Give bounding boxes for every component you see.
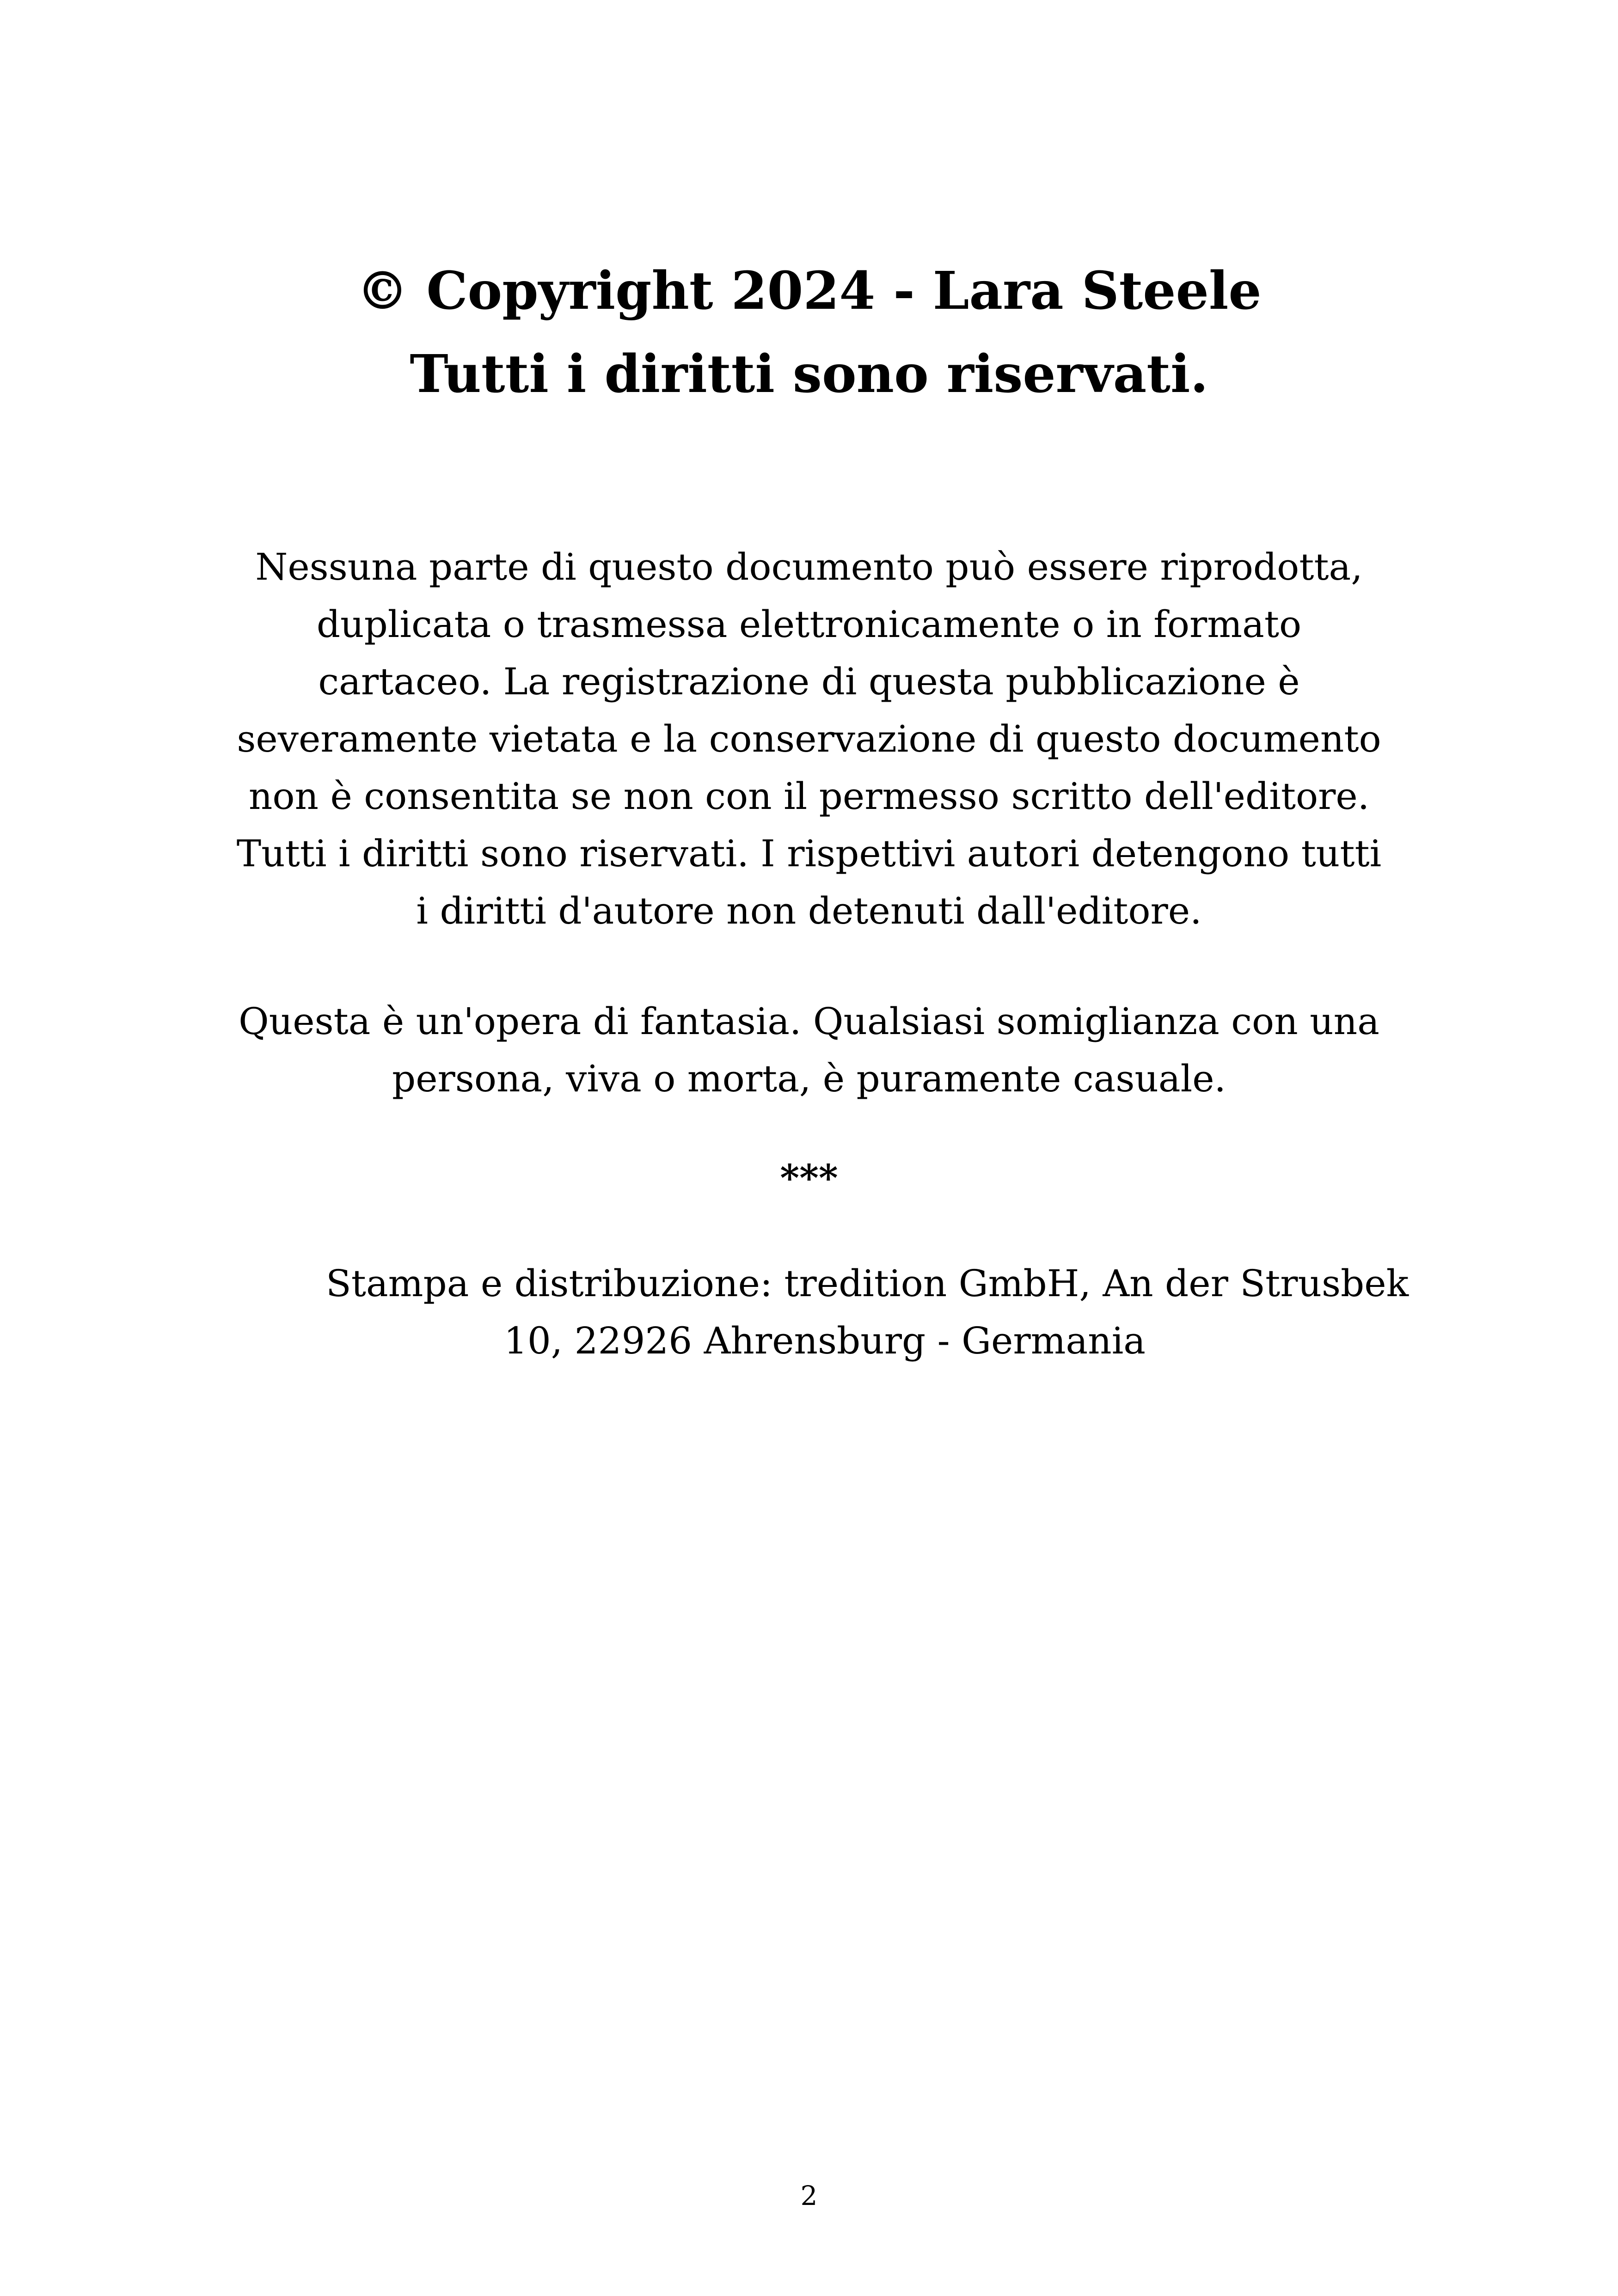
printer-info-line-1: Stampa e distribuzione: tredition GmbH, An der Strusbek: [326, 1262, 1409, 1305]
fiction-disclaimer-line: persona, viva o morta, è puramente casuale.: [392, 1057, 1226, 1100]
page-number: 2: [800, 2180, 818, 2211]
copyright-title: [0, 250, 1618, 416]
section-separator: ***: [780, 1156, 838, 1200]
rights-paragraph-line: non è consentita se non con il permesso scritto dell'editore.: [248, 775, 1370, 818]
copyright-title-line-2: Tutti i diritti sono riservati.: [410, 344, 1208, 404]
rights-paragraph-line: i diritti d'autore non detenuti dall'editore.: [416, 889, 1202, 932]
fiction-disclaimer-line: Questa è un'opera di fantasia. Qualsiasi somiglianza con una: [239, 1000, 1379, 1043]
rights-paragraph-line: duplicata o trasmessa elettronicamente o in formato: [316, 603, 1302, 646]
rights-paragraph-line: severamente vietata e la conservazione di questo documento: [237, 717, 1381, 760]
fiction-disclaimer-paragraph: [231, 993, 1387, 1108]
rights-paragraph-line: Nessuna parte di questo documento può essere riprodotta,: [255, 545, 1363, 588]
rights-paragraph: [231, 539, 1387, 940]
printer-info-line-2: 10, 22926 Ahrensburg - Germania: [504, 1319, 1146, 1362]
rights-paragraph-line: cartaceo. La registrazione di questa pubblicazione è: [318, 660, 1300, 703]
copyright-title-line-1: © Copyright 2024 - Lara Steele: [356, 261, 1262, 321]
rights-paragraph-line: Tutti i diritti sono riservati. I rispettivi autori detengono tutti: [236, 832, 1382, 875]
